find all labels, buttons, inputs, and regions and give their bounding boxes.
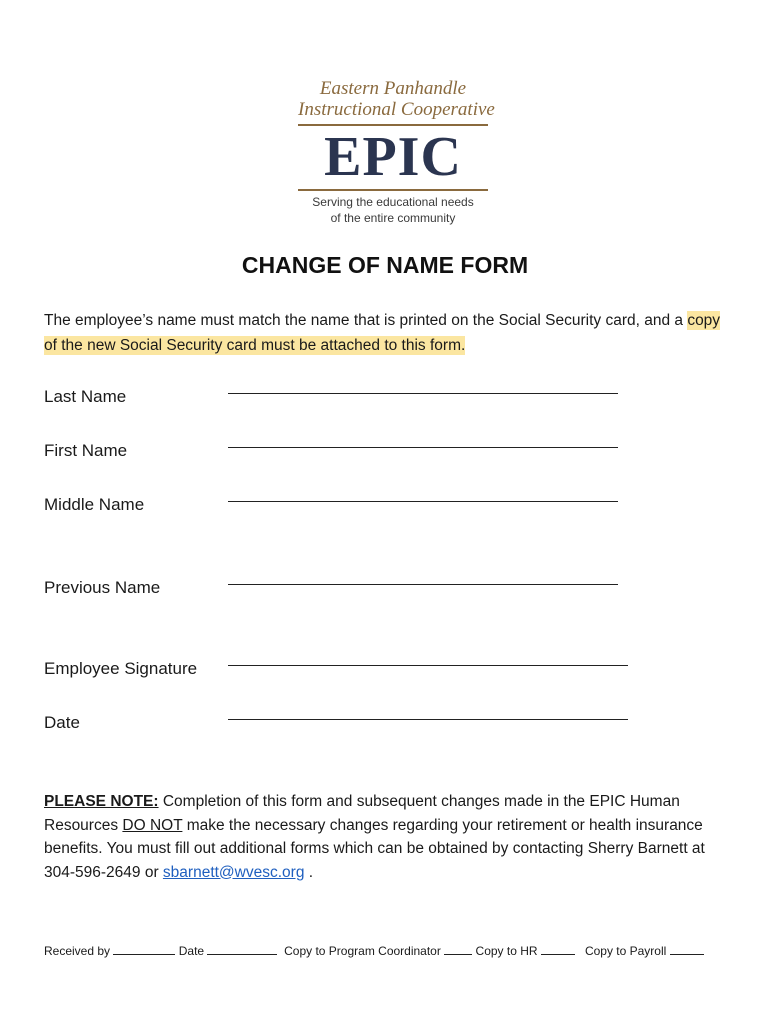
date-label: Date <box>44 713 80 732</box>
logo-org-line2: Instructional Cooperative <box>298 99 495 120</box>
note-do-not: DO NOT <box>122 816 183 834</box>
last-name-label: Last Name <box>44 387 127 406</box>
logo-wordmark: EPIC <box>324 126 462 188</box>
previous-name-label: Previous Name <box>44 578 161 597</box>
copy-program-coordinator-label: Copy to Program Coordinator <box>284 944 441 958</box>
email-link[interactable]: sbarnett@wvesc.org <box>162 863 305 881</box>
first-name-line[interactable] <box>228 446 618 448</box>
employee-signature-label: Employee Signature <box>44 659 198 678</box>
copy-hr-label: Copy to HR <box>475 944 538 958</box>
middle-name-line[interactable] <box>228 500 618 502</box>
note-text-2: make the necessary changes regarding your retirement or health insurance benefits. You must fill out additional forms which can be obtained by contacting Sherry Barnett at 304-596-2649 or <box>44 816 705 881</box>
logo-org-line1: Eastern Panhandle <box>319 78 467 99</box>
received-by-label: Received by <box>44 944 111 958</box>
employee-signature-line[interactable] <box>228 664 628 666</box>
copy-payroll-label: Copy to Payroll <box>584 944 667 958</box>
please-note-lead: PLEASE NOTE: <box>44 793 159 810</box>
logo-tagline-line1: Serving the educational needs <box>312 195 474 209</box>
note-text-3: . <box>304 863 314 881</box>
copy-payroll-blank[interactable] <box>670 944 704 955</box>
footer-date-blank[interactable] <box>207 944 277 955</box>
logo-bottom-rule <box>298 189 488 191</box>
office-use-footer <box>44 944 744 958</box>
intro-text: The employee’s name must match the name that is printed on the Social Security card, and a <box>44 312 688 329</box>
last-name-line[interactable] <box>228 392 618 394</box>
received-by-blank[interactable] <box>113 944 175 955</box>
epic-logo <box>298 78 495 226</box>
form-title: CHANGE OF NAME FORM <box>241 252 529 278</box>
middle-name-label: Middle Name <box>44 495 145 514</box>
copy-program-coordinator-blank[interactable] <box>444 944 472 955</box>
intro-highlighted-text: copy of the new Social Security card must be attached to this form. <box>44 312 721 354</box>
footer-date-label: Date <box>178 944 205 958</box>
note-text-1: Completion of this form and subsequent changes made in the EPIC Human Resources <box>44 793 680 834</box>
previous-name-line[interactable] <box>228 583 618 585</box>
date-line[interactable] <box>228 718 628 720</box>
first-name-label: First Name <box>44 441 128 460</box>
logo-tagline-line2: of the entire community <box>330 211 456 225</box>
intro-paragraph <box>44 308 734 358</box>
copy-hr-blank[interactable] <box>541 944 575 955</box>
please-note-paragraph <box>44 790 734 884</box>
